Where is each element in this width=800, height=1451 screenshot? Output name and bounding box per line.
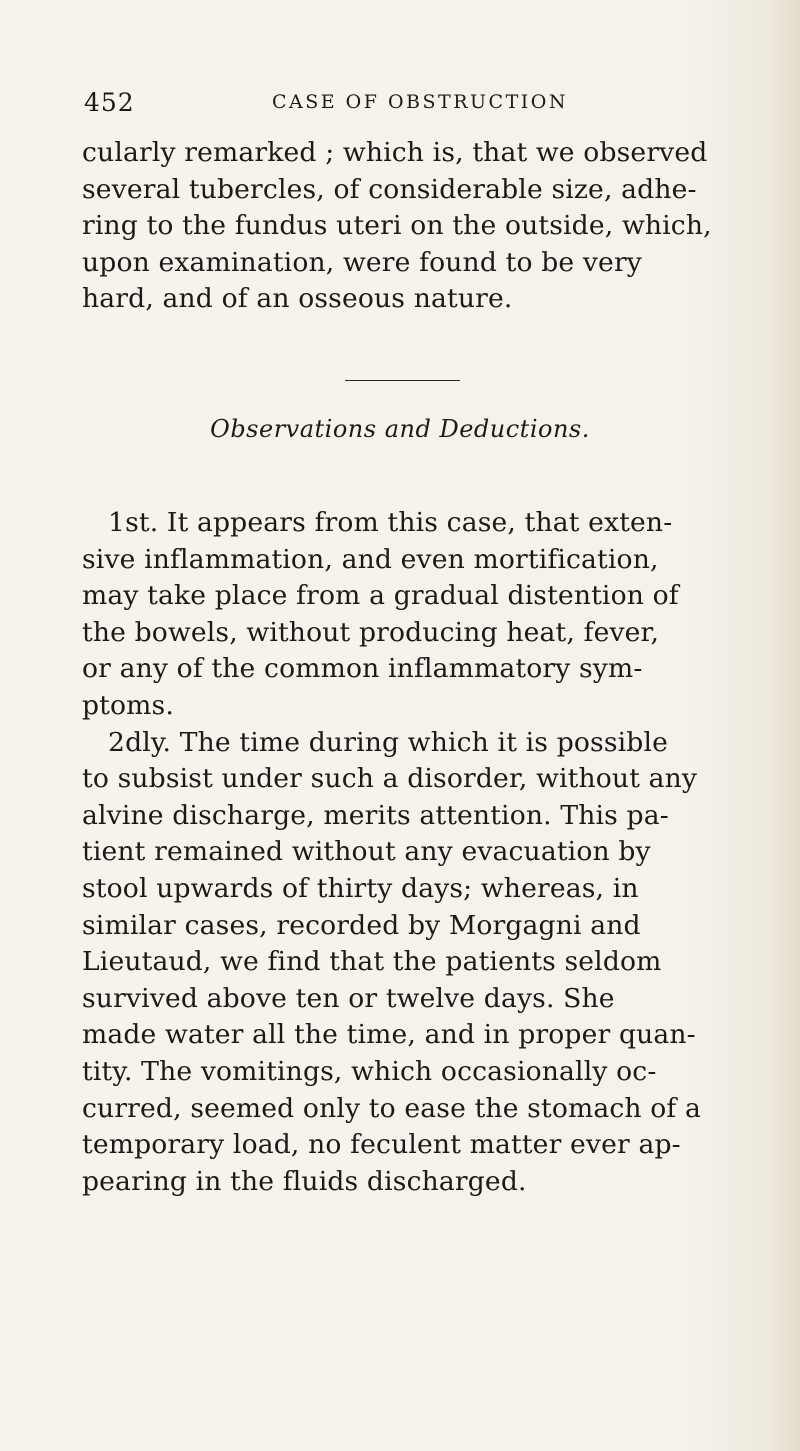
text-line: the bowels, without producing heat, fever, xyxy=(82,616,660,648)
text-line: several tubercles, of considerable size, adhe- xyxy=(82,173,697,205)
observations-text xyxy=(82,505,724,1200)
text-line: curred, seemed only to ease the stomach of a xyxy=(82,1092,702,1124)
text-line: or any of the common inflammatory sym- xyxy=(82,653,643,685)
text-line: to subsist under such a disorder, without any xyxy=(82,763,698,795)
page-number: 452 xyxy=(84,88,135,117)
section-divider-rule xyxy=(345,380,460,381)
text-line: Lieutaud, we find that the patients seldom xyxy=(82,946,662,978)
text-line: pearing in the fluids discharged. xyxy=(82,1165,527,1197)
text-line: may take place from a gradual distention of xyxy=(82,580,679,612)
text-line: similar cases, recorded by Morgagni and xyxy=(82,909,641,941)
text-line: 1st. It appears from this case, that exten- xyxy=(108,507,673,538)
text-line: survived above ten or twelve days. She xyxy=(82,982,615,1014)
continued-paragraph xyxy=(82,135,724,318)
text-line: cularly remarked ; which is, that we observed xyxy=(82,137,708,168)
text-line: upon examination, were found to be very xyxy=(82,246,642,278)
section-heading: Observations and Deductions. xyxy=(210,415,590,443)
text-line: sive inflammation, and even mortification, xyxy=(82,543,659,575)
text-line: tity. The vomitings, which occasionally oc- xyxy=(82,1055,657,1087)
text-line: stool upwards of thirty days; whereas, in xyxy=(82,872,639,904)
text-line: ptoms. xyxy=(82,689,174,721)
text-line: hard, and of an osseous nature. xyxy=(82,283,513,315)
running-head xyxy=(84,88,724,128)
text-line: ring to the fundus uteri on the outside, which, xyxy=(82,210,712,242)
text-line: temporary load, no feculent matter ever ap- xyxy=(82,1129,681,1161)
text-line: 2dly. The time during which it is possible xyxy=(108,726,669,758)
text-line: alvine discharge, merits attention. This pa- xyxy=(82,799,669,831)
running-title: CASE OF OBSTRUCTION xyxy=(272,91,568,113)
text-line: tient remained without any evacuation by xyxy=(82,836,651,868)
text-line: made water all the time, and in proper quan- xyxy=(82,1019,696,1051)
